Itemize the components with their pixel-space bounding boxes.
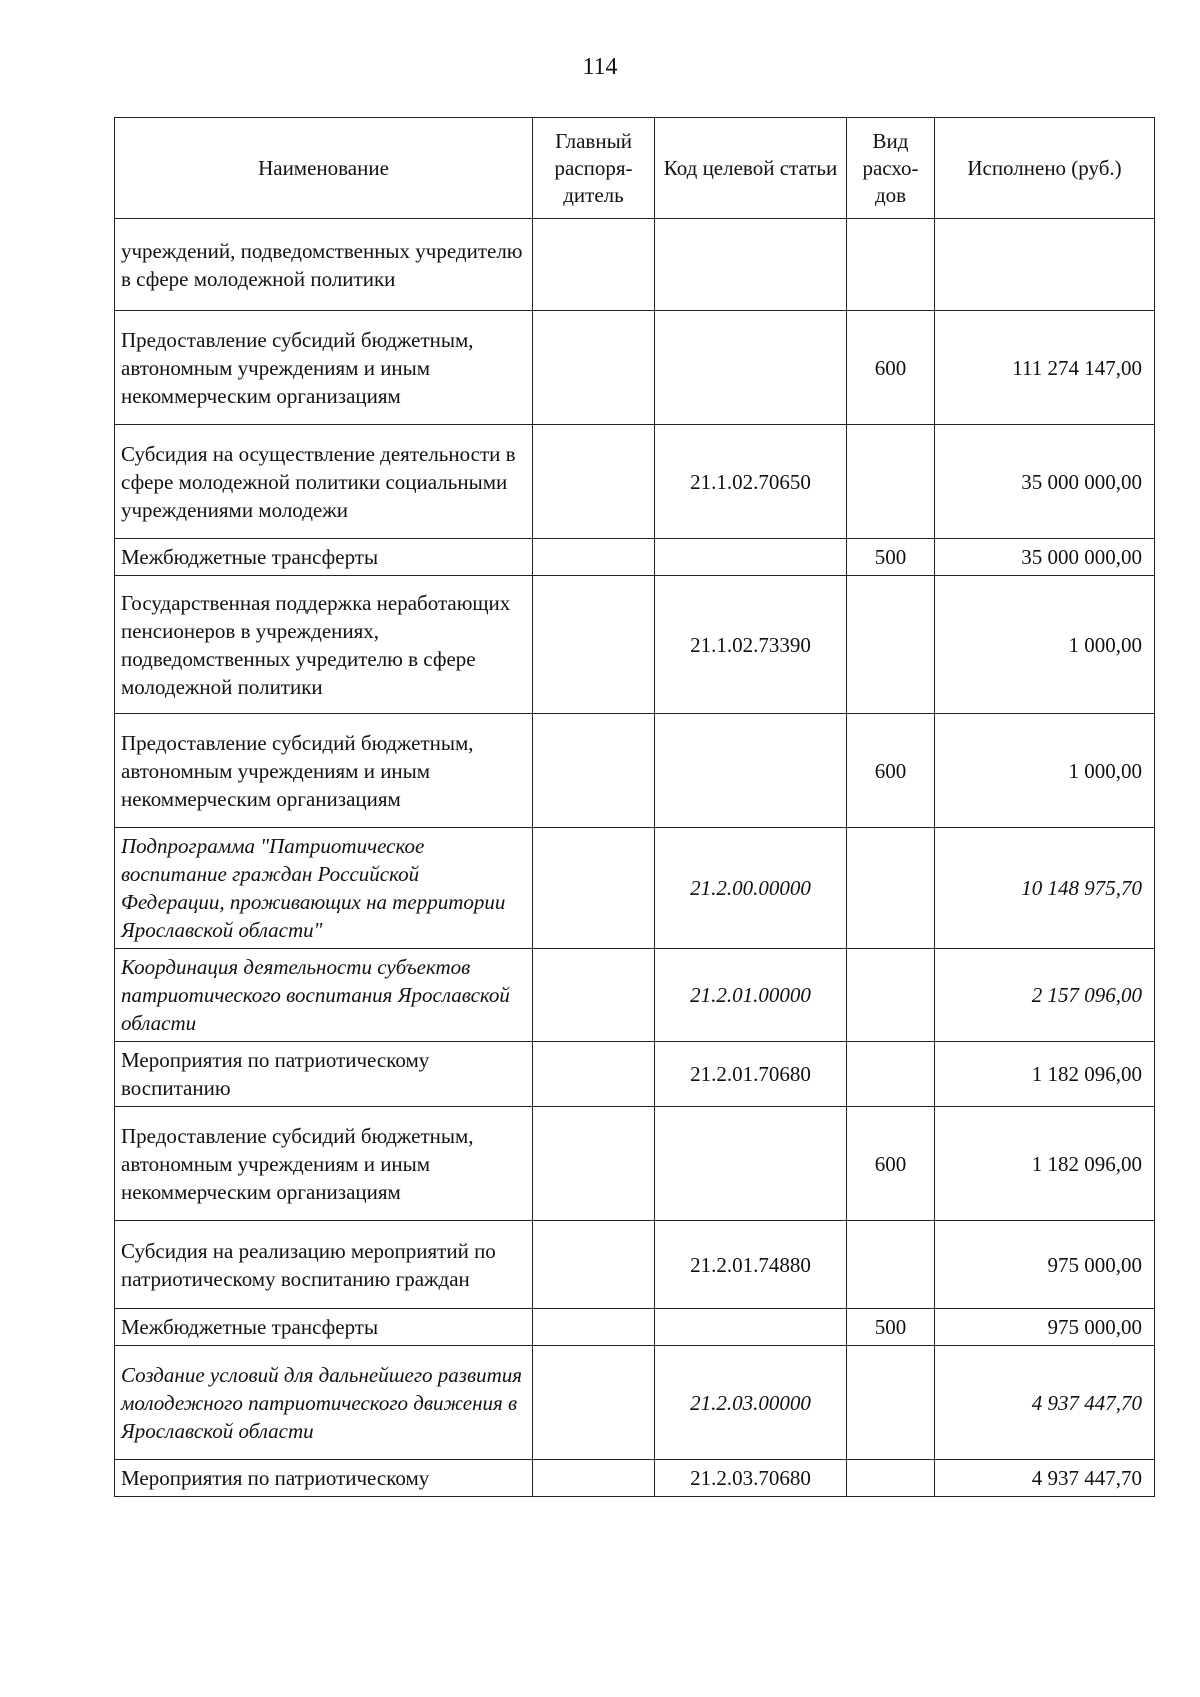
row-type-cell xyxy=(847,1042,935,1107)
table-row xyxy=(115,311,1155,425)
header-type: Вид расхо-дов xyxy=(847,118,935,219)
row-name-cell: Подпрограмма "Патриотическое воспитание граждан Российской Федерации, проживающих на территории Ярославской области" xyxy=(115,828,533,949)
table-row xyxy=(115,714,1155,828)
row-name-cell: Мероприятия по патриотическому воспитанию xyxy=(115,1042,533,1107)
row-name-cell: Предоставление субсидий бюджетным, автономным учреждениям и иным некоммерческим организациям xyxy=(115,714,533,828)
table-row xyxy=(115,1107,1155,1221)
row-name-cell: Мероприятия по патриотическому xyxy=(115,1460,533,1497)
table-header-row xyxy=(115,118,1155,219)
row-name-cell: учреждений, подведомственных учредителю в сфере молодежной политики xyxy=(115,219,533,311)
row-type-cell xyxy=(847,828,935,949)
row-amount-cell: 111 274 147,00 xyxy=(935,311,1155,425)
row-chief-cell xyxy=(533,539,655,576)
row-type-cell xyxy=(847,1221,935,1309)
row-type-cell: 600 xyxy=(847,1107,935,1221)
row-chief-cell xyxy=(533,311,655,425)
row-chief-cell xyxy=(533,1309,655,1346)
row-type-cell: 600 xyxy=(847,714,935,828)
row-code-cell: 21.2.03.00000 xyxy=(655,1346,847,1460)
row-name-cell: Межбюджетные трансферты xyxy=(115,1309,533,1346)
table-row xyxy=(115,1309,1155,1346)
row-name-cell: Субсидия на реализацию мероприятий по патриотическому воспитанию граждан xyxy=(115,1221,533,1309)
row-chief-cell xyxy=(533,1107,655,1221)
row-name-cell: Создание условий для дальнейшего развития молодежного патриотического движения в Ярославской области xyxy=(115,1346,533,1460)
row-name-cell: Государственная поддержка неработающих пенсионеров в учреждениях, подведомственных учредителю в сфере молодежной политики xyxy=(115,576,533,714)
row-code-cell: 21.1.02.73390 xyxy=(655,576,847,714)
table-row xyxy=(115,219,1155,311)
budget-table xyxy=(114,117,1155,1497)
header-name: Наименование xyxy=(115,118,533,219)
table-row xyxy=(115,1042,1155,1107)
row-chief-cell xyxy=(533,1042,655,1107)
row-amount-cell: 35 000 000,00 xyxy=(935,539,1155,576)
row-amount-cell: 975 000,00 xyxy=(935,1221,1155,1309)
table-row xyxy=(115,1346,1155,1460)
row-type-cell xyxy=(847,1460,935,1497)
row-type-cell xyxy=(847,425,935,539)
row-type-cell xyxy=(847,576,935,714)
header-code: Код целевой статьи xyxy=(655,118,847,219)
row-amount-cell: 1 182 096,00 xyxy=(935,1107,1155,1221)
row-amount-cell: 975 000,00 xyxy=(935,1309,1155,1346)
row-chief-cell xyxy=(533,714,655,828)
row-chief-cell xyxy=(533,1221,655,1309)
row-amount-cell: 2 157 096,00 xyxy=(935,949,1155,1042)
table-row xyxy=(115,539,1155,576)
table-row xyxy=(115,425,1155,539)
row-chief-cell xyxy=(533,828,655,949)
row-amount-cell: 4 937 447,70 xyxy=(935,1346,1155,1460)
row-code-cell xyxy=(655,1107,847,1221)
table-row xyxy=(115,828,1155,949)
row-chief-cell xyxy=(533,576,655,714)
row-code-cell: 21.2.01.74880 xyxy=(655,1221,847,1309)
table-row xyxy=(115,1460,1155,1497)
row-code-cell xyxy=(655,311,847,425)
row-code-cell xyxy=(655,219,847,311)
row-chief-cell xyxy=(533,1460,655,1497)
row-amount-cell: 1 000,00 xyxy=(935,576,1155,714)
table-row xyxy=(115,949,1155,1042)
row-type-cell xyxy=(847,949,935,1042)
table-row xyxy=(115,1221,1155,1309)
table-row xyxy=(115,576,1155,714)
table-body xyxy=(115,219,1155,1497)
row-name-cell: Субсидия на осуществление деятельности в сфере молодежной политики социальными учреждениями молодежи xyxy=(115,425,533,539)
page-number: 114 xyxy=(582,54,618,80)
row-chief-cell xyxy=(533,425,655,539)
header-amount: Исполнено (руб.) xyxy=(935,118,1155,219)
row-code-cell: 21.2.01.00000 xyxy=(655,949,847,1042)
row-type-cell xyxy=(847,1346,935,1460)
row-code-cell: 21.2.00.00000 xyxy=(655,828,847,949)
row-code-cell: 21.2.03.70680 xyxy=(655,1460,847,1497)
row-name-cell: Координация деятельности субъектов патриотического воспитания Ярославской области xyxy=(115,949,533,1042)
row-code-cell xyxy=(655,539,847,576)
row-name-cell: Предоставление субсидий бюджетным, автономным учреждениям и иным некоммерческим организациям xyxy=(115,311,533,425)
row-amount-cell: 1 000,00 xyxy=(935,714,1155,828)
row-amount-cell: 10 148 975,70 xyxy=(935,828,1155,949)
row-type-cell: 600 xyxy=(847,311,935,425)
row-code-cell xyxy=(655,714,847,828)
row-chief-cell xyxy=(533,949,655,1042)
row-type-cell: 500 xyxy=(847,539,935,576)
row-amount-cell: 1 182 096,00 xyxy=(935,1042,1155,1107)
row-type-cell: 500 xyxy=(847,1309,935,1346)
row-chief-cell xyxy=(533,219,655,311)
row-type-cell xyxy=(847,219,935,311)
row-amount-cell: 4 937 447,70 xyxy=(935,1460,1155,1497)
row-name-cell: Межбюджетные трансферты xyxy=(115,539,533,576)
row-name-cell: Предоставление субсидий бюджетным, автономным учреждениям и иным некоммерческим организациям xyxy=(115,1107,533,1221)
row-amount-cell xyxy=(935,219,1155,311)
row-code-cell: 21.1.02.70650 xyxy=(655,425,847,539)
row-amount-cell: 35 000 000,00 xyxy=(935,425,1155,539)
header-chief: Главный распоря-дитель xyxy=(533,118,655,219)
row-code-cell xyxy=(655,1309,847,1346)
row-chief-cell xyxy=(533,1346,655,1460)
row-code-cell: 21.2.01.70680 xyxy=(655,1042,847,1107)
